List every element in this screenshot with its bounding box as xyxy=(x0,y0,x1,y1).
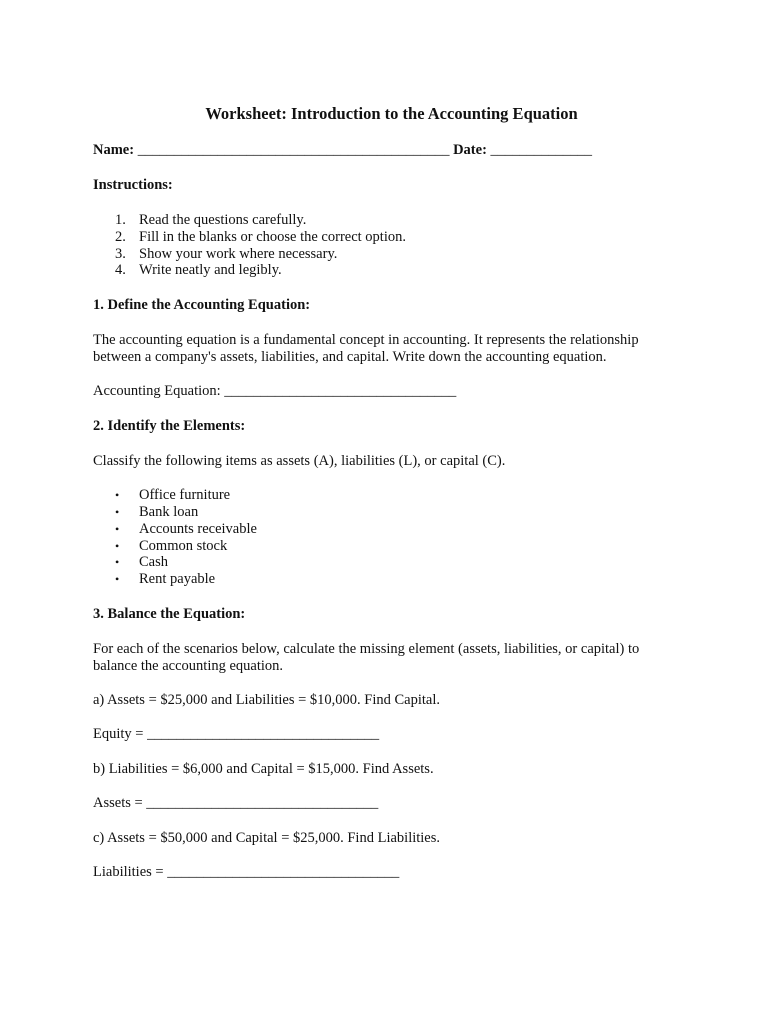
section3-body: For each of the scenarios below, calculate the missing element (assets, liabilities, or capital) to balance the accounting equation. xyxy=(93,640,640,674)
list-number: 4. xyxy=(115,262,126,279)
answer-a: Equity = ________________________________ xyxy=(93,725,380,742)
list-item xyxy=(93,571,678,588)
name-blank: ___________________________________________ xyxy=(137,142,450,158)
question-c: c) Assets = $50,000 and Capital = $25,000. Find Liabilities. xyxy=(93,829,441,846)
worksheet-page xyxy=(93,104,678,899)
list-item-text: Accounts receivable xyxy=(139,520,257,537)
list-item xyxy=(93,538,678,555)
list-item xyxy=(93,487,678,504)
list-item-text: Common stock xyxy=(139,537,228,554)
list-item xyxy=(93,212,678,229)
bullet-icon: • xyxy=(115,555,120,570)
question-b: b) Liabilities = $6,000 and Capital = $15,000. Find Assets. xyxy=(93,760,434,777)
page-title: Worksheet: Introduction to the Accounting Equation xyxy=(205,104,578,123)
accounting-equation-answer: Accounting Equation: ________________________________ xyxy=(93,383,457,400)
list-item xyxy=(93,229,678,246)
list-item xyxy=(93,246,678,263)
list-number: 2. xyxy=(115,228,126,245)
name-label: Name: xyxy=(93,142,135,158)
section1-heading: 1. Define the Accounting Equation: xyxy=(93,297,311,314)
elements-list xyxy=(93,487,678,588)
section2-heading: 2. Identify the Elements: xyxy=(93,418,246,435)
list-item xyxy=(93,262,678,279)
bullet-icon: • xyxy=(115,488,120,503)
name-date-row xyxy=(93,142,678,159)
section1-body: The accounting equation is a fundamental concept in accounting. It represents the relationship between a company's assets, liabilities, and capital. Write down the accounting equation. xyxy=(93,332,639,366)
list-item-text: Cash xyxy=(139,554,168,571)
question-a: a) Assets = $25,000 and Liabilities = $10,000. Find Capital. xyxy=(93,691,441,708)
list-number: 3. xyxy=(115,245,126,262)
list-item-text: Show your work where necessary. xyxy=(139,245,338,262)
section2-body: Classify the following items as assets (A), liabilities (L), or capital (C). xyxy=(93,453,506,470)
bullet-icon: • xyxy=(115,504,120,519)
instructions-list xyxy=(93,212,678,279)
list-item-text: Read the questions carefully. xyxy=(139,212,307,228)
date-blank: ______________ xyxy=(490,142,593,158)
list-item-text: Fill in the blanks or choose the correct option. xyxy=(139,228,406,245)
bullet-icon: • xyxy=(115,572,120,587)
answer-b: Assets = ________________________________ xyxy=(93,794,379,811)
list-item xyxy=(93,521,678,538)
list-item-text: Write neatly and legibly. xyxy=(139,262,282,279)
answer-c: Liabilities = ________________________________ xyxy=(93,863,400,880)
instructions-heading: Instructions: xyxy=(93,177,173,193)
list-item xyxy=(93,554,678,571)
list-number: 1. xyxy=(115,212,126,228)
bullet-icon: • xyxy=(115,521,120,536)
date-label: Date: xyxy=(453,142,487,158)
section3-heading: 3. Balance the Equation: xyxy=(93,605,246,622)
list-item-text: Office furniture xyxy=(139,487,231,504)
list-item xyxy=(93,504,678,521)
list-item-text: Rent payable xyxy=(139,571,216,588)
bullet-icon: • xyxy=(115,538,120,553)
list-item-text: Bank loan xyxy=(139,503,199,520)
